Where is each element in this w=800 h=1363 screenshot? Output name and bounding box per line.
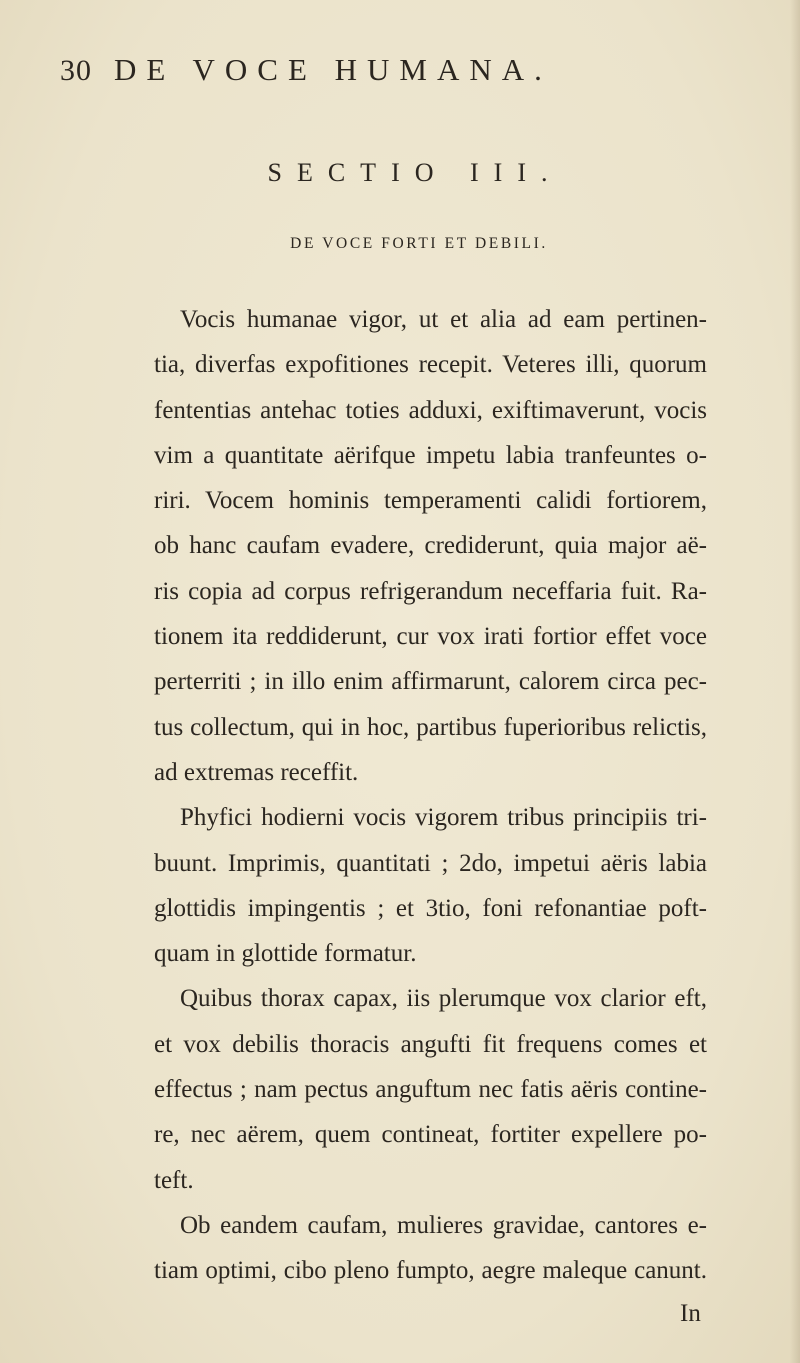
text-line: Phyfici hodierni vocis vigorem tribus principiis tri-: [180, 804, 707, 832]
text-line: quam in glottide formatur.: [154, 940, 417, 968]
running-head: [60, 52, 700, 96]
text-line: fententias antehac toties adduxi, exiftimaverunt, vocis: [154, 396, 707, 424]
text-line: Vocis humanae vigor, ut et alia ad eam pertinen-: [180, 306, 707, 333]
text-line: effectus ; nam pectus anguftum nec fatis aëris contine-: [154, 1076, 707, 1104]
text-line: perterriti ; in illo enim affirmarunt, calorem circa pec-: [154, 668, 707, 696]
text-line: tiam optimi, cibo pleno fumpto, aegre maleque canunt.: [154, 1257, 707, 1285]
text-line: tus collectum, qui in hoc, partibus fuperioribus relictis,: [154, 713, 707, 741]
text-line: Quibus thorax capax, iis plerumque vox clarior eft,: [180, 985, 707, 1013]
text-line: ob hanc caufam evadere, crediderunt, quia major aë-: [154, 532, 707, 560]
page-edge-shadow: [790, 0, 800, 1363]
page-number: 30: [60, 54, 92, 87]
catchword: In: [680, 1300, 701, 1327]
text-line: buunt. Imprimis, quantitati ; 2do, impetui aëris labia: [154, 849, 707, 877]
text-line: riri. Vocem hominis temperamenti calidi fortiorem,: [154, 487, 707, 515]
text-line: glottidis impingentis ; et 3tio, foni refonantiae poft-: [154, 894, 707, 922]
text-line: re, nec aërem, quem contineat, fortiter expellere po-: [154, 1121, 707, 1149]
text-line: Ob eandem caufam, mulieres gravidae, cantores e-: [180, 1211, 707, 1239]
text-line: vim a quantitate aërifque impetu labia tranfeuntes o-: [154, 441, 707, 469]
text-line: teft.: [154, 1166, 194, 1194]
running-title: DE VOCE HUMANA.: [114, 52, 552, 87]
section-title: SECTIO III.: [267, 158, 563, 187]
text-line: ad extremas receffit.: [154, 758, 359, 786]
text-line: ris copia ad corpus refrigerandum neceffaria fuit. Ra-: [154, 577, 707, 605]
text-line: tia, diverfas expofitiones recepit. Veteres illi, quorum: [154, 351, 707, 379]
body-text: [154, 297, 707, 1294]
text-line: et vox debilis thoracis angufti fit frequens comes et: [154, 1030, 707, 1058]
text-line: tionem ita reddiderunt, cur vox irati fortior effet voce: [154, 623, 707, 651]
section-subtitle: DE VOCE FORTI ET DEBILI.: [290, 235, 548, 252]
